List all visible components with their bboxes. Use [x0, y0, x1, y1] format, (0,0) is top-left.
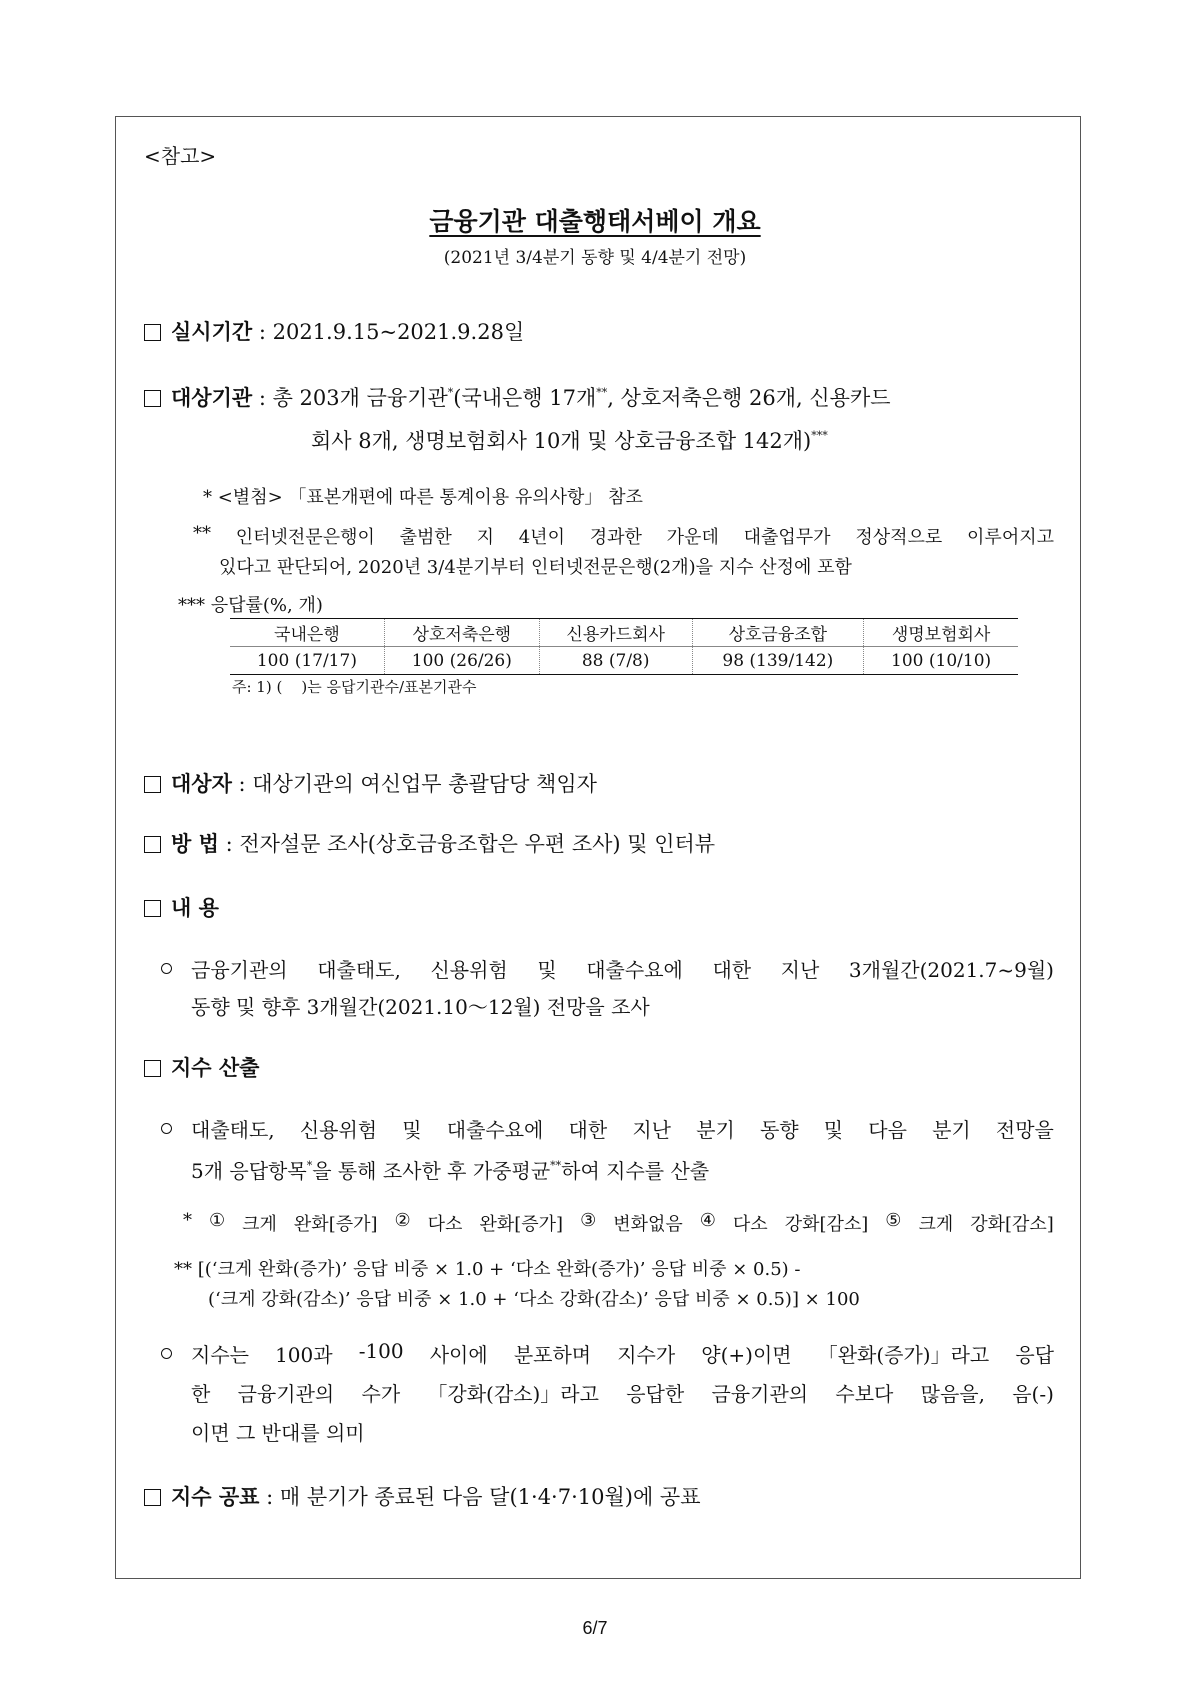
subject-section	[144, 768, 597, 798]
target-label: 대상기관	[171, 385, 253, 410]
table-cell: 98 (139/142)	[692, 647, 864, 675]
index-calc-star2-line2: (‘크게 강화(감소)’ 응답 비중 × 1.0 + ‘다소 강화(감소)’ 응답 비중 × 0.5)] × 100	[208, 1289, 860, 1310]
note-2-line2: 있다고 판단되어, 2020년 3/4분기부터 인터넷전문은행(2개)을 지수 산정에 포함	[219, 557, 852, 578]
checkbox-icon	[144, 900, 161, 917]
index-calc-b2-line3: 이면 그 반대를 의미	[191, 1421, 365, 1445]
subject-text: : 대상기관의 여신업무 총괄담당 책임자	[238, 772, 597, 796]
checkbox-icon	[144, 776, 161, 793]
reference-label: <참고>	[144, 144, 217, 168]
bullet-circle-icon	[161, 1348, 172, 1359]
table-header-cell: 상호금융조합	[692, 619, 864, 647]
table-cell: 88 (7/8)	[539, 647, 692, 675]
note-2-line1: ** 인터넷전문은행이 출범한 지 4년이 경과한 가운데 대출업무가 정상적으로 이루어지고	[193, 523, 1054, 548]
target-section: 대상기관 : 총 203개 금융기관*(국내은행 17개**, 상호저축은행 26개, 신용카드	[144, 382, 891, 412]
checkbox-icon	[144, 1060, 161, 1077]
index-calc-b2-line2: 한 금융기관의 수가 「강화(감소)」라고 응답한 금융기관의 수보다 많음을, 음(-)	[191, 1382, 1054, 1406]
index-calc-star1: * ① 크게 완화[증가] ② 다소 완화[증가] ③ 변화없음 ④ 다소 강화[감소] ⑤ 크게 강화[감소]	[183, 1210, 1054, 1235]
table-header-cell: 신용카드회사	[539, 619, 692, 647]
table-cell: 100 (10/10)	[864, 647, 1018, 675]
checkbox-icon	[144, 1489, 161, 1506]
table-header-cell: 생명보험회사	[864, 619, 1018, 647]
period-section	[144, 316, 524, 346]
note-3: *** 응답률(%, 개)	[178, 595, 323, 616]
table-footnote: 주: 1) ( )는 응답기관수/표본기관수	[232, 678, 477, 696]
table-header-row	[230, 619, 1018, 647]
content-label: 내 용	[171, 895, 219, 920]
table-row	[230, 647, 1018, 675]
index-calc-b2-line1: 지수는 100과 -100 사이에 분포하며 지수가 양(+)이면 「완화(증가)」라고 응답	[191, 1339, 1054, 1367]
table-header-cell: 상호저축은행	[384, 619, 539, 647]
period-label: 실시기간	[171, 319, 253, 344]
page-number: 6/7	[582, 1618, 608, 1638]
index-calc-b1-line2: 5개 응답항목*을 통해 조사한 후 가중평균**하여 지수를 산출	[191, 1159, 710, 1183]
method-section	[144, 828, 715, 858]
period-text: : 2021.9.15~2021.9.28일	[258, 320, 525, 344]
response-rate-table	[230, 618, 1018, 675]
release-label: 지수 공표	[171, 1484, 260, 1509]
index-calc-section	[144, 1052, 259, 1082]
checkbox-icon	[144, 390, 161, 407]
release-text: : 매 분기가 종료된 다음 달(1·4·7·10월)에 공표	[266, 1485, 701, 1509]
method-label: 방 법	[171, 831, 219, 856]
page-title: 금융기관 대출행태서베이 개요	[429, 207, 761, 236]
subject-label: 대상자	[171, 771, 232, 796]
table-cell: 100 (17/17)	[230, 647, 384, 675]
bullet-circle-icon	[161, 1123, 172, 1134]
content-section	[144, 892, 219, 922]
checkbox-icon	[144, 836, 161, 853]
release-section	[144, 1481, 701, 1511]
target-line2: 회사 8개, 생명보험회사 10개 및 상호금융조합 142개)***	[311, 429, 828, 453]
content-line2: 동향 및 향후 3개월간(2021.10～12월) 전망을 조사	[191, 995, 650, 1019]
checkbox-icon	[144, 324, 161, 341]
bullet-circle-icon	[161, 963, 172, 974]
content-line1: 금융기관의 대출태도, 신용위험 및 대출수요에 대한 지난 3개월간(2021.7~9월)	[191, 958, 1054, 982]
page-subtitle: (2021년 3/4분기 동향 및 4/4분기 전망)	[443, 248, 747, 268]
index-calc-label: 지수 산출	[171, 1055, 260, 1080]
method-text: : 전자설문 조사(상호금융조합은 우편 조사) 및 인터뷰	[225, 832, 716, 856]
index-calc-star2-line1: ** [(‘크게 완화(증가)’ 응답 비중 × 1.0 + ‘다소 완화(증가)’ 응답 비중 × 0.5) -	[174, 1259, 801, 1280]
table-header-cell: 국내은행	[230, 619, 384, 647]
index-calc-b1-line1: 대출태도, 신용위험 및 대출수요에 대한 지난 분기 동향 및 다음 분기 전망을	[191, 1118, 1054, 1142]
table-cell: 100 (26/26)	[384, 647, 539, 675]
note-1: * <별첨> 「표본개편에 따른 통계이용 유의사항」 참조	[203, 487, 643, 508]
